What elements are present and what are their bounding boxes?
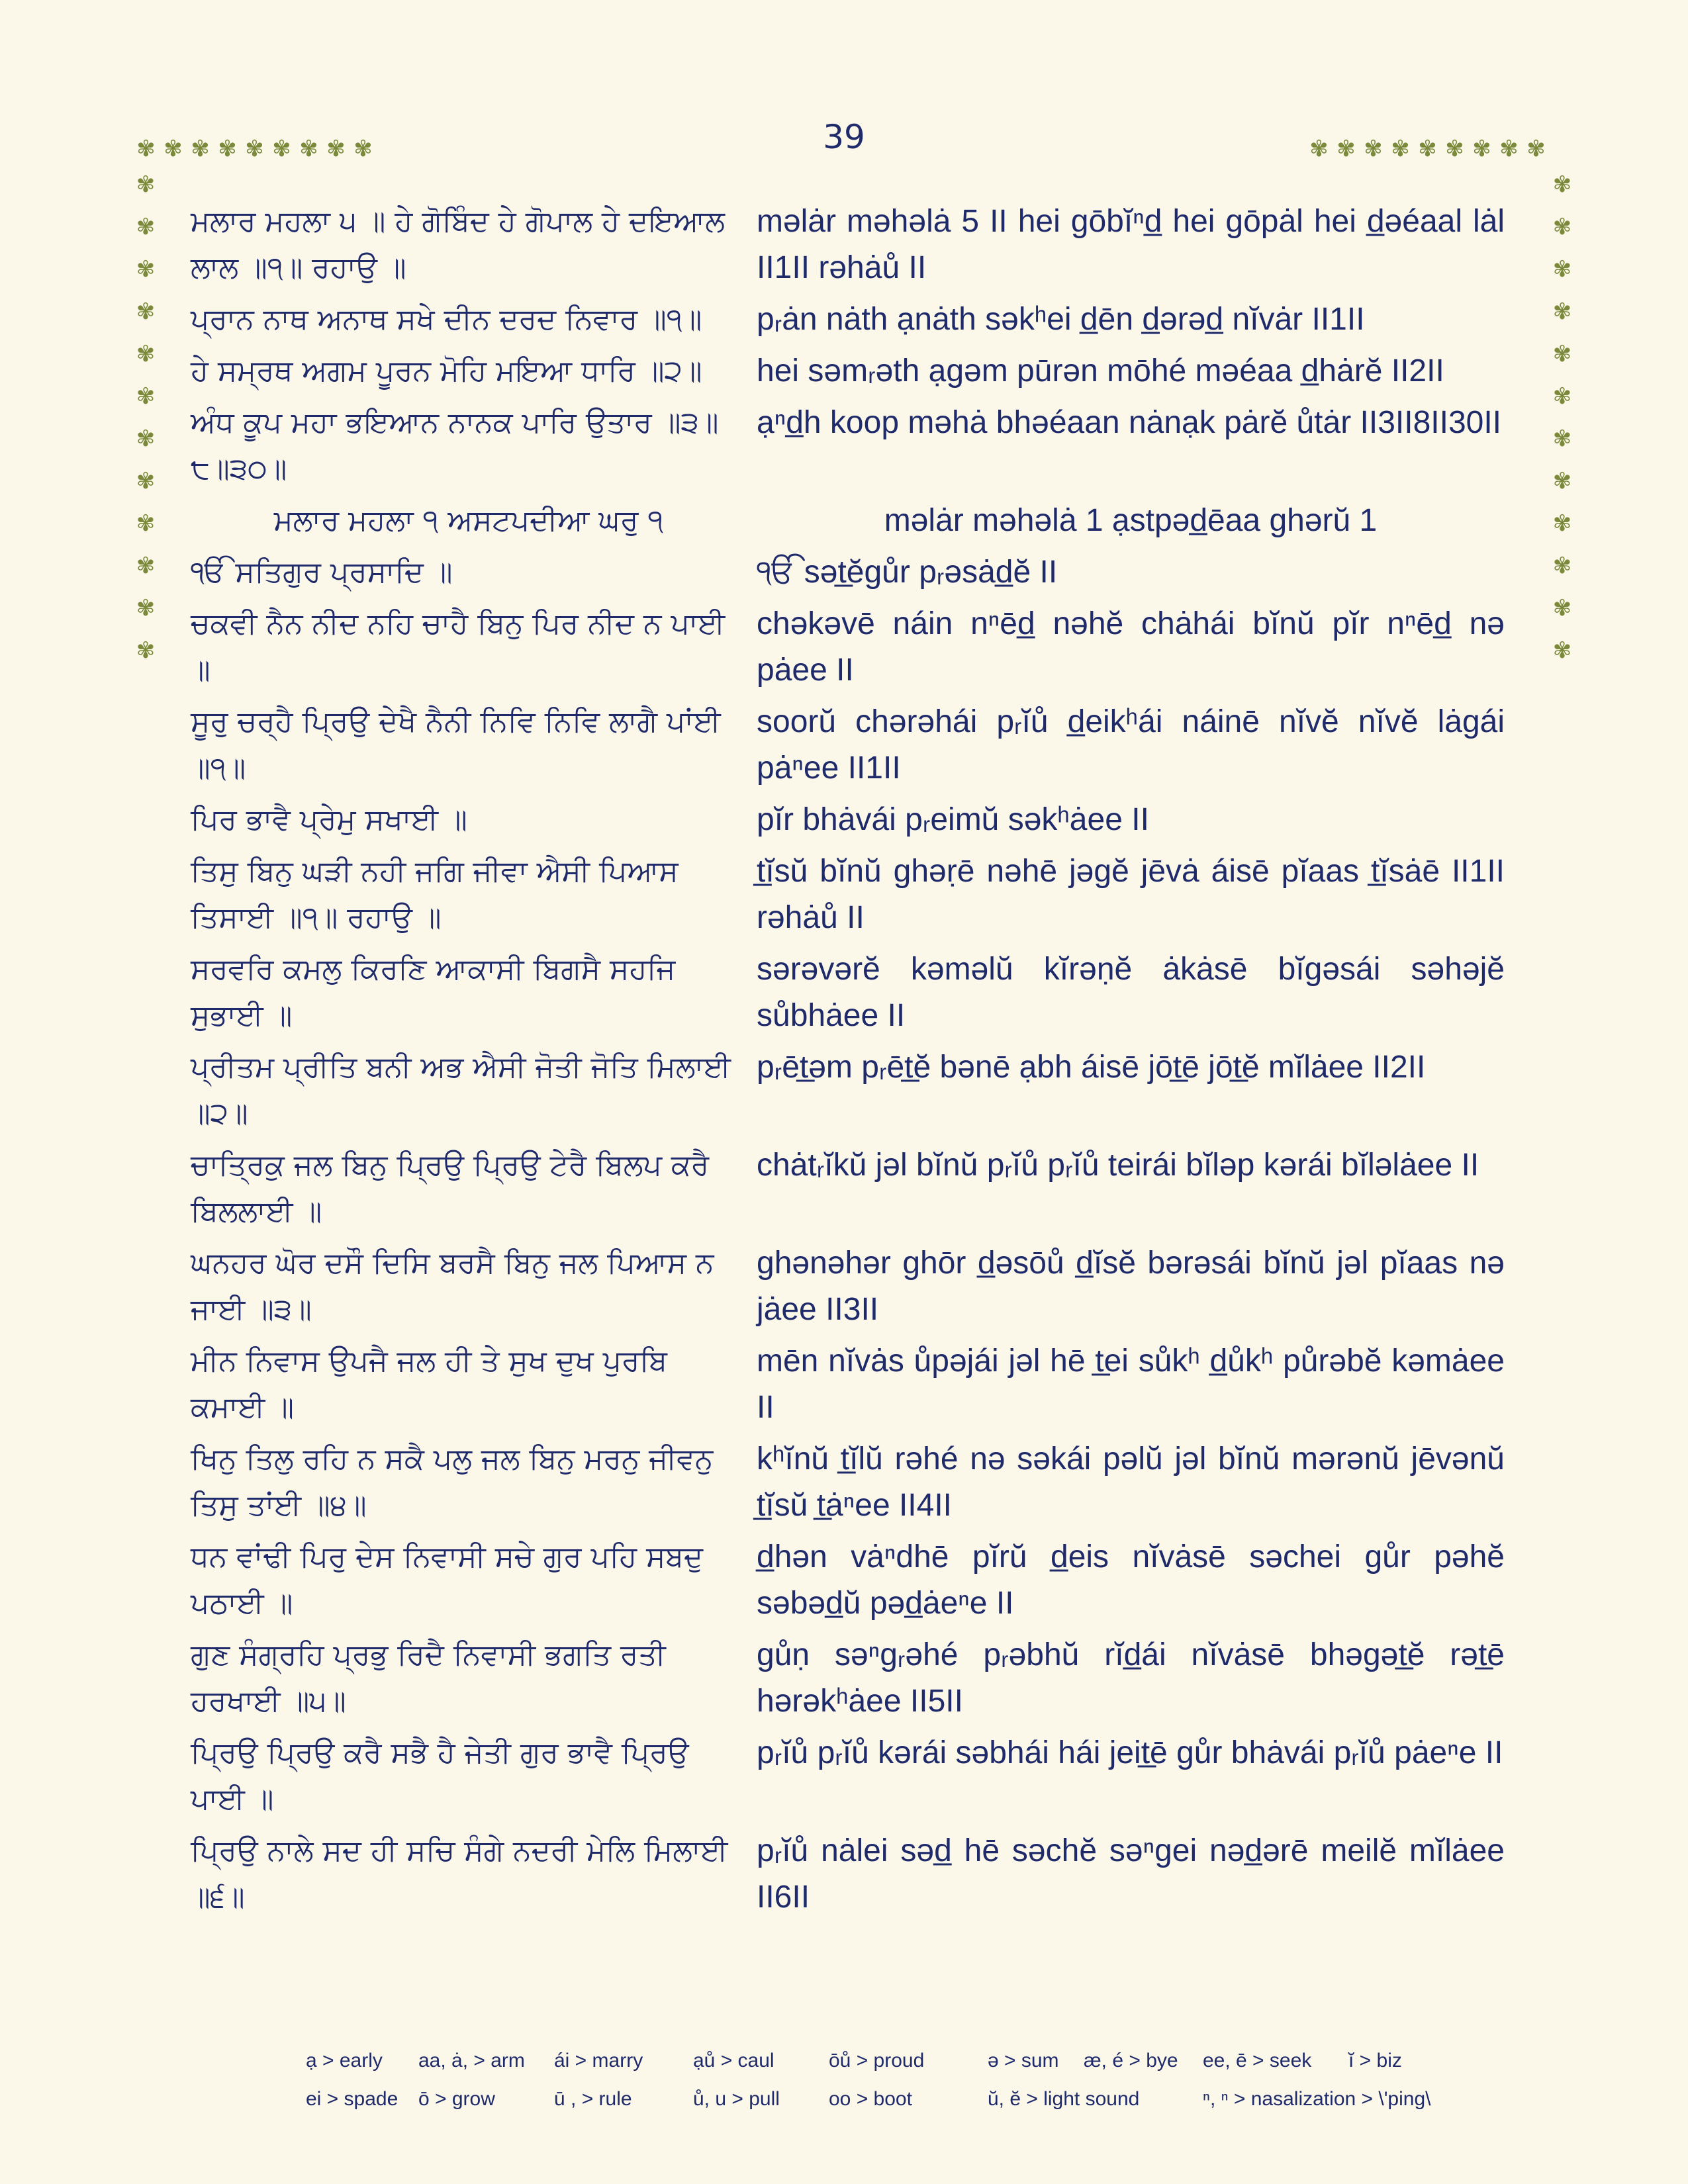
flower-border-left [132, 163, 159, 672]
gurmukhi-line: ਸੂਰੁ ਚਰ੍ਹੈ ਪ੍ਰਿਉ ਦੇਖੈ ਨੈਨੀ ਨਿਵਿ ਨਿਵਿ ਲਾਗੈ ਪਾਂਈ ॥੧॥ [191, 705, 721, 785]
legend-item: ee, ē > seek [1203, 2050, 1312, 2071]
flower-icon: ✾ [136, 136, 156, 162]
gurmukhi-line: ੴ ਸਤਿਗੁਰ ਪ੍ਰਸਾਦਿ ॥ [191, 555, 453, 589]
legend-item: ạů > caul [693, 2050, 774, 2071]
flower-icon: ✾ [1526, 136, 1546, 162]
transliteration-line: pᵣȧn nȧth ạnȧth səkʰei d̲ēn d̲ərəd̲ nĭvȧr II1II [757, 302, 1365, 337]
flower-icon: ✾ [136, 341, 156, 367]
verse-row [191, 1730, 1515, 1823]
transliteration-line: ạⁿd̲h koop məhȧ bhəéaan nȧnạk pȧrĕ ůtȧr II3II8II30II [757, 405, 1501, 440]
verse-row [191, 1338, 1515, 1431]
legend-item: ŭ, ĕ > light sound [988, 2088, 1140, 2110]
flower-icon: ✾ [299, 136, 318, 162]
legend-item: ō > grow [418, 2088, 495, 2110]
flower-icon: ✾ [272, 136, 291, 162]
verse-row [191, 1436, 1515, 1529]
gurmukhi-line: ਮਲਾਰ ਮਹਲਾ ੫ ॥ ਹੇ ਗੋਬਿੰਦ ਹੇ ਗੋਪਾਲ ਹੇ ਦਇਆਲ ਲਾਲ ॥੧॥ ਰਹਾਉ ॥ [191, 205, 726, 285]
flower-icon: ✾ [1552, 341, 1572, 367]
flower-icon: ✾ [136, 510, 156, 537]
gurmukhi-line: ਪ੍ਰਿਉ ਨਾਲੇ ਸਦ ਹੀ ਸਚਿ ਸੰਗੇ ਨਦਰੀ ਮੇਲਿ ਮਿਲਾਈ ॥੬॥ [191, 1834, 728, 1914]
legend-item: ū , > rule [554, 2088, 632, 2110]
flower-icon: ✾ [136, 637, 156, 664]
verse-row [191, 797, 1515, 843]
flower-icon: ✾ [1418, 136, 1437, 162]
gurmukhi-line: ਖਿਨੁ ਤਿਲੁ ਰਹਿ ਨ ਸਕੈ ਪਲੁ ਜਲ ਬਿਨੁ ਮਰਨੁ ਜੀਵਨੁ ਤਿਸੁ ਤਾਂਈ ॥੪॥ [191, 1442, 714, 1522]
transliteration-line: chəkəvē náin nⁿēd̲ nəhĕ chȧhái bĭnŭ pĭr nⁿēd̲ nə pȧee II [757, 606, 1505, 688]
gurmukhi-line: ਘਨਹਰ ਘੋਰ ਦਸੌ ਦਿਸਿ ਬਰਸੈ ਬਿਨੁ ਜਲ ਪਿਆਸ ਨ ਜਾਈ ॥੩॥ [191, 1246, 714, 1326]
flower-icon: ✾ [136, 426, 156, 452]
gurmukhi-line: ਤਿਸੁ ਬਿਨੁ ਘੜੀ ਨਹੀ ਜਗਿ ਜੀਵਾ ਐਸੀ ਪਿਆਸ ਤਿਸਾਈ ॥੧॥ ਰਹਾਉ ॥ [191, 854, 679, 934]
gurmukhi-line: ਗੁਣ ਸੰਗ੍ਰਹਿ ਪ੍ਰਭੁ ਰਿਦੈ ਨਿਵਾਸੀ ਭਗਤਿ ਰਤੀ ਹਰਖਾਈ ॥੫॥ [191, 1638, 666, 1718]
verse-row [191, 1044, 1515, 1137]
transliteration-line: mēn nĭvȧs ůpəjái jəl hē t̲ei sůkʰ d̲ůkʰ půrəbĕ kəmȧee II [757, 1343, 1505, 1425]
flower-icon: ✾ [353, 136, 373, 162]
legend-item: ái > marry [554, 2050, 643, 2071]
flower-icon: ✾ [218, 136, 237, 162]
legend-item: oo > boot [829, 2088, 912, 2110]
flower-icon: ✾ [136, 595, 156, 621]
gurmukhi-line: ਹੇ ਸਮ੍ਰਥ ਅਗਮ ਪੂਰਨ ਮੋਹਿ ਮਇਆ ਧਾਰਿ ॥੨॥ [191, 354, 702, 388]
verse-row [191, 1828, 1515, 1921]
gurmukhi-line: ਚਾਤ੍ਰਿਕੁ ਜਲ ਬਿਨੁ ਪ੍ਰਿਉ ਪ੍ਰਿਉ ਟੇਰੈ ਬਿਲਪ ਕਰੈ ਬਿਲਲਾਈ ॥ [191, 1148, 710, 1228]
flower-icon: ✾ [1552, 553, 1572, 579]
flower-icon: ✾ [1552, 383, 1572, 410]
legend-item: ů, u > pull [693, 2088, 780, 2110]
transliteration-line: ੴ sət̲ĕgůr pᵣəsȧd̲ĕ II [757, 555, 1058, 590]
gurmukhi-line: ਸਰਵਰਿ ਕਮਲੁ ਕਿਰਣਿ ਆਕਾਸੀ ਬਿਗਸੈ ਸਹਜਿ ਸੁਭਾਈ ॥ [191, 952, 676, 1032]
verse-row [191, 946, 1515, 1039]
verse-row [191, 1240, 1515, 1333]
flower-icon: ✾ [136, 553, 156, 579]
transliteration-line: sərəvərĕ kəməlŭ kĭrəṇĕ ȧkȧsē bĭgəsái səhəjĕ sůbhȧee II [757, 952, 1505, 1033]
flower-icon: ✾ [1552, 595, 1572, 621]
gurmukhi-line: ਅੰਧ ਕੂਪ ਮਹਾ ਭਇਆਨ ਨਾਨਕ ਪਾਰਿ ਉਤਾਰ ॥੩॥੮॥੩੦॥ [191, 406, 719, 486]
flower-icon: ✾ [1552, 510, 1572, 537]
flower-border-right [1549, 163, 1575, 672]
transliteration-line: hei səmᵣəth ạgəm pūrən mōhé məéaa d̲hȧrĕ II2II [757, 353, 1444, 388]
verse-row [191, 400, 1515, 492]
transliteration-line: gůṇ səⁿgᵣəhé pᵣəbhŭ rĭd̲ái nĭvȧsē bhəgət̲ĕ rət̲ē hərəkʰȧee II5II [757, 1637, 1505, 1719]
flower-icon: ✾ [1309, 136, 1329, 162]
flower-icon: ✾ [1499, 136, 1519, 162]
flower-icon: ✾ [136, 298, 156, 325]
gurmukhi-line: ਚਕਵੀ ਨੈਨ ਨੀਦ ਨਹਿ ਚਾਹੈ ਬਿਨੁ ਪਿਰ ਨੀਦ ਨ ਪਾਈ ॥ [191, 607, 726, 687]
legend-item: ĭ > biz [1348, 2050, 1402, 2071]
flower-border-top-right [1305, 136, 1550, 162]
flower-icon: ✾ [164, 136, 183, 162]
verse-list [191, 199, 1515, 1926]
verse-row [191, 699, 1515, 792]
verse-row [191, 199, 1515, 291]
flower-icon: ✾ [136, 214, 156, 240]
flower-icon: ✾ [191, 136, 210, 162]
flower-icon: ✾ [1552, 171, 1572, 198]
gurmukhi-line: ਮੀਨ ਨਿਵਾਸ ਉਪਜੈ ਜਲ ਹੀ ਤੇ ਸੁਖ ਦੁਖ ਪੁਰਬਿ ਕਮਾਈ ॥ [191, 1344, 668, 1424]
legend-row [306, 2042, 1497, 2080]
legend-item: aa, ȧ, > arm [418, 2050, 525, 2071]
transliteration-line: pĭr bhȧvái pᵣeimŭ səkʰȧee II [757, 802, 1149, 837]
verse-row [191, 1142, 1515, 1235]
flower-icon: ✾ [1552, 214, 1572, 240]
section-heading-row [191, 498, 1515, 544]
transliteration-line: d̲hən vȧⁿdhē pĭrŭ d̲eis nĭvȧsē səchei gůr pəhĕ səbəd̲ŭ pəd̲ȧeⁿe II [757, 1539, 1505, 1621]
flower-icon: ✾ [1391, 136, 1410, 162]
transliteration-heading: məlȧr məhəlȧ 1 ạstpəd̲ēaa ghərŭ 1 [884, 503, 1378, 538]
gurmukhi-line: ਪ੍ਰਾਨ ਨਾਥ ਅਨਾਥ ਸਖੇ ਦੀਨ ਦਰਦ ਨਿਵਾਰ ॥੧॥ [191, 302, 702, 336]
transliteration-line: chȧtᵣĭkŭ jəl bĭnŭ pᵣĭů pᵣĭů teirái bĭləp kərái bĭləlȧee II [757, 1148, 1479, 1183]
flower-icon: ✾ [136, 256, 156, 283]
flower-icon: ✾ [245, 136, 264, 162]
gurmukhi-line: ਪਿਰ ਭਾਵੈ ਪ੍ਰੇਮੁ ਸਖਾਈ ॥ [191, 803, 467, 837]
verse-row [191, 549, 1515, 596]
legend-item: ⁿ, ⁿ > nasalization > \'ping\ [1203, 2088, 1431, 2110]
transliteration-line: pᵣĭů nȧlei səd̲ hē səchĕ səⁿgei nəd̲ərē meilĕ mĭlȧee II6II [757, 1833, 1505, 1915]
flower-icon: ✾ [136, 468, 156, 494]
flower-icon: ✾ [326, 136, 346, 162]
gurmukhi-heading: ਮਲਾਰ ਮਹਲਾ ੧ ਅਸਟਪਦੀਆ ਘਰੁ ੧ [273, 504, 664, 537]
flower-icon: ✾ [1552, 468, 1572, 494]
legend-item: ạ > early [306, 2050, 383, 2071]
verse-row [191, 1632, 1515, 1725]
flower-border-top-left [132, 136, 377, 162]
transliteration-line: pᵣēt̲əm pᵣēt̲ĕ bənē ạbh áisē jōt̲ē jōt̲ĕ mĭlȧee II2II [757, 1050, 1426, 1085]
legend-item: æ, é > bye [1084, 2050, 1178, 2071]
verse-row [191, 348, 1515, 394]
flower-icon: ✾ [1552, 298, 1572, 325]
flower-icon: ✾ [136, 383, 156, 410]
transliteration-line: soorŭ chərəhái pᵣĭů d̲eikʰái náinē nĭvĕ nĭvĕ lȧgái pȧⁿee II1II [757, 704, 1505, 786]
transliteration-line: kʰĭnŭ t̲ĭlŭ rəhé nə səkái pəlŭ jəl bĭnŭ mərənŭ jēvənŭ t̲ĭsŭ t̲ȧⁿee II4II [757, 1441, 1505, 1523]
flower-icon: ✾ [136, 171, 156, 198]
legend-item: ōů > proud [829, 2050, 925, 2071]
flower-icon: ✾ [1552, 426, 1572, 452]
flower-icon: ✾ [1472, 136, 1491, 162]
transliteration-line: ghənəhər ghōr d̲əsōů d̲ĭsĕ bərəsái bĭnŭ jəl pĭaas nə jȧee II3II [757, 1246, 1505, 1327]
flower-icon: ✾ [1552, 256, 1572, 283]
legend-item: ei > spade [306, 2088, 399, 2110]
flower-icon: ✾ [1552, 637, 1572, 664]
verse-row [191, 601, 1515, 694]
flower-icon: ✾ [1336, 136, 1356, 162]
gurmukhi-line: ਧਨ ਵਾਂਢੀ ਪਿਰੁ ਦੇਸ ਨਿਵਾਸੀ ਸਚੇ ਗੁਰ ਪਹਿ ਸਬਦੁ ਪਠਾਈ ॥ [191, 1540, 704, 1620]
pronunciation-legend [306, 2042, 1497, 2118]
gurmukhi-line: ਪ੍ਰਿਉ ਪ੍ਰਿਉ ਕਰੈ ਸਭੈ ਹੈ ਜੇਤੀ ਗੁਰ ਭਾਵੈ ਪ੍ਰਿਉ ਪਾਈ ॥ [191, 1736, 689, 1816]
flower-icon: ✾ [1445, 136, 1464, 162]
transliteration-line: t̲ĭsŭ bĭnŭ ghəṛē nəhē jəgĕ jēvȧ áisē pĭaas t̲ĭsȧē II1II rəhȧů II [757, 854, 1505, 935]
transliteration-line: məlȧr məhəlȧ 5 II hei gōbĭⁿd̲ hei gōpȧl hei d̲əéaal lȧl II1II rəhȧů II [757, 204, 1505, 285]
gurmukhi-line: ਪ੍ਰੀਤਮ ਪ੍ਰੀਤਿ ਬਨੀ ਅਭ ਐਸੀ ਜੋਤੀ ਜੋਤਿ ਮਿਲਾਈ ॥੨॥ [191, 1050, 731, 1130]
verse-row [191, 296, 1515, 343]
transliteration-line: pᵣĭů pᵣĭů kərái səbhái hái jeit̲ē gůr bhȧvái pᵣĭů pȧeⁿe II [757, 1735, 1503, 1770]
page-number: 39 [823, 118, 865, 156]
legend-row [306, 2080, 1497, 2118]
legend-item: ə > sum [988, 2050, 1059, 2071]
verse-row [191, 848, 1515, 941]
flower-icon: ✾ [1364, 136, 1383, 162]
verse-row [191, 1534, 1515, 1627]
